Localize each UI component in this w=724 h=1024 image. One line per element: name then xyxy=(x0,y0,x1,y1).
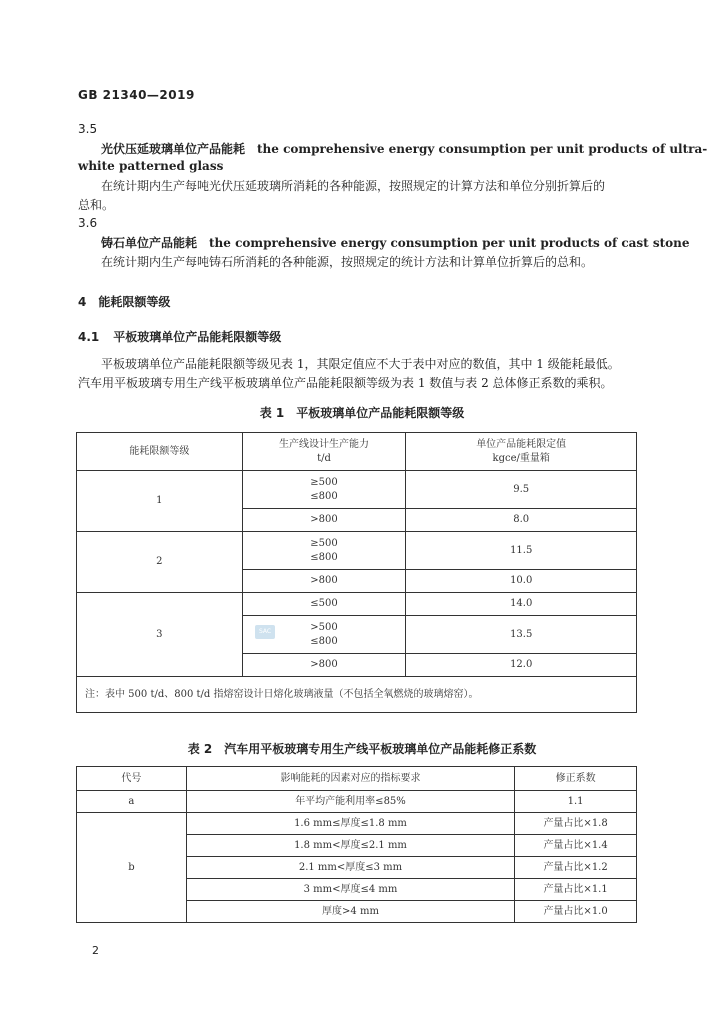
header-level: 能耗限额等级 xyxy=(77,433,243,471)
table-2-caption: 表 2 汽车用平板玻璃专用生产线平板玻璃单位产品能耗修正系数 xyxy=(187,742,537,756)
watermark-logo-icon: SAC xyxy=(255,625,275,639)
value-cell: 12.0 xyxy=(406,654,637,677)
capacity-cell: >800 xyxy=(242,654,406,677)
clause-3-5-term xyxy=(101,140,707,157)
clause-3-6-definition: 在统计期内生产每吨铸石所消耗的各种能源，按照规定的统计方法和计算单位折算后的总和。 xyxy=(101,255,594,269)
header-requirement: 影响能耗的因素对应的指标要求 xyxy=(186,767,514,791)
section-title: 平板玻璃单位产品能耗限额等级 xyxy=(113,330,282,344)
clause-3-5-definition-cont: 总和。 xyxy=(78,198,115,212)
value-cell: 13.5 xyxy=(406,616,637,654)
term-cn: 铸石单位产品能耗 xyxy=(101,236,198,250)
clause-3-5-term-cont: white patterned glass xyxy=(78,159,224,173)
table-row xyxy=(77,593,637,616)
capacity-cell: ≤500 xyxy=(242,593,406,616)
value-cell: 10.0 xyxy=(406,570,637,593)
section-4-1-paragraph-1: 平板玻璃单位产品能耗限额等级见表 1，其限定值应不大于表中对应的数值，其中 1 级能耗最低。 xyxy=(101,357,620,371)
term-en: the comprehensive energy consumption per unit products of ultra- xyxy=(257,142,708,156)
table-note: 注：表中 500 t/d、800 t/d 指熔窑设计日熔化玻璃液量（不包括全氧燃烧的玻璃熔窑）。 xyxy=(77,677,637,713)
requirement-cell: 1.6 mm≤厚度≤1.8 mm xyxy=(186,813,514,835)
clause-3-6-number: 3.6 xyxy=(78,216,98,230)
table-row xyxy=(77,813,637,835)
coefficient-cell: 产量占比×1.8 xyxy=(515,813,637,835)
code-cell: a xyxy=(77,791,187,813)
table-1 xyxy=(76,432,637,713)
table-2 xyxy=(76,766,637,923)
clause-3-5-number: 3.5 xyxy=(78,122,98,136)
table-note-row xyxy=(77,677,637,713)
value-cell: 8.0 xyxy=(406,509,637,532)
requirement-cell: 1.8 mm<厚度≤2.1 mm xyxy=(186,835,514,857)
table-row xyxy=(77,471,637,509)
section-4-1-paragraph-2: 汽车用平板玻璃专用生产线平板玻璃单位产品能耗限额等级为表 1 数值与表 2 总体修正系数的乘积。 xyxy=(78,376,613,390)
section-number: 4.1 xyxy=(78,330,100,344)
page-number: 2 xyxy=(92,944,99,957)
standard-code-header: GB 21340—2019 xyxy=(78,88,195,102)
section-title: 能耗限额等级 xyxy=(98,295,171,309)
table-1-caption: 表 1 平板玻璃单位产品能耗限额等级 xyxy=(259,406,465,420)
table-header-row xyxy=(77,767,637,791)
requirement-cell: 3 mm<厚度≤4 mm xyxy=(186,879,514,901)
coefficient-cell: 产量占比×1.1 xyxy=(515,879,637,901)
requirement-cell: 2.1 mm<厚度≤3 mm xyxy=(186,857,514,879)
value-cell: 14.0 xyxy=(406,593,637,616)
level-cell: 2 xyxy=(77,532,243,593)
term-cn: 光伏压延玻璃单位产品能耗 xyxy=(101,142,246,156)
requirement-cell: 年平均产能利用率≤85% xyxy=(186,791,514,813)
header-limit-value: 单位产品能耗限定值 kgce/重量箱 xyxy=(406,433,637,471)
level-cell: 1 xyxy=(77,471,243,532)
header-code: 代号 xyxy=(77,767,187,791)
capacity-cell: >500 ≤800 xyxy=(242,616,406,654)
requirement-cell: 厚度>4 mm xyxy=(186,901,514,923)
clause-3-6-term xyxy=(101,234,690,251)
coefficient-cell: 产量占比×1.2 xyxy=(515,857,637,879)
term-en: the comprehensive energy consumption per unit products of cast stone xyxy=(209,236,690,250)
level-cell: 3 xyxy=(77,593,243,677)
coefficient-cell: 产量占比×1.4 xyxy=(515,835,637,857)
section-number: 4 xyxy=(78,295,87,309)
capacity-cell: ≥500 ≤800 xyxy=(242,532,406,570)
value-cell: 11.5 xyxy=(406,532,637,570)
section-4-1-heading xyxy=(78,328,281,345)
clause-3-5-definition: 在统计期内生产每吨光伏压延玻璃所消耗的各种能源，按照规定的计算方法和单位分别折算后的 xyxy=(101,179,606,193)
capacity-cell: >800 xyxy=(242,509,406,532)
coefficient-cell: 产量占比×1.0 xyxy=(515,901,637,923)
capacity-cell: ≥500 ≤800 xyxy=(242,471,406,509)
table-row xyxy=(77,791,637,813)
section-4-heading xyxy=(78,293,170,310)
code-cell: b xyxy=(77,813,187,923)
table-row xyxy=(77,532,637,570)
capacity-cell: >800 xyxy=(242,570,406,593)
coefficient-cell: 1.1 xyxy=(515,791,637,813)
value-cell: 9.5 xyxy=(406,471,637,509)
header-capacity: 生产线设计生产能力 t/d xyxy=(242,433,406,471)
header-coefficient: 修正系数 xyxy=(515,767,637,791)
table-header-row xyxy=(77,433,637,471)
